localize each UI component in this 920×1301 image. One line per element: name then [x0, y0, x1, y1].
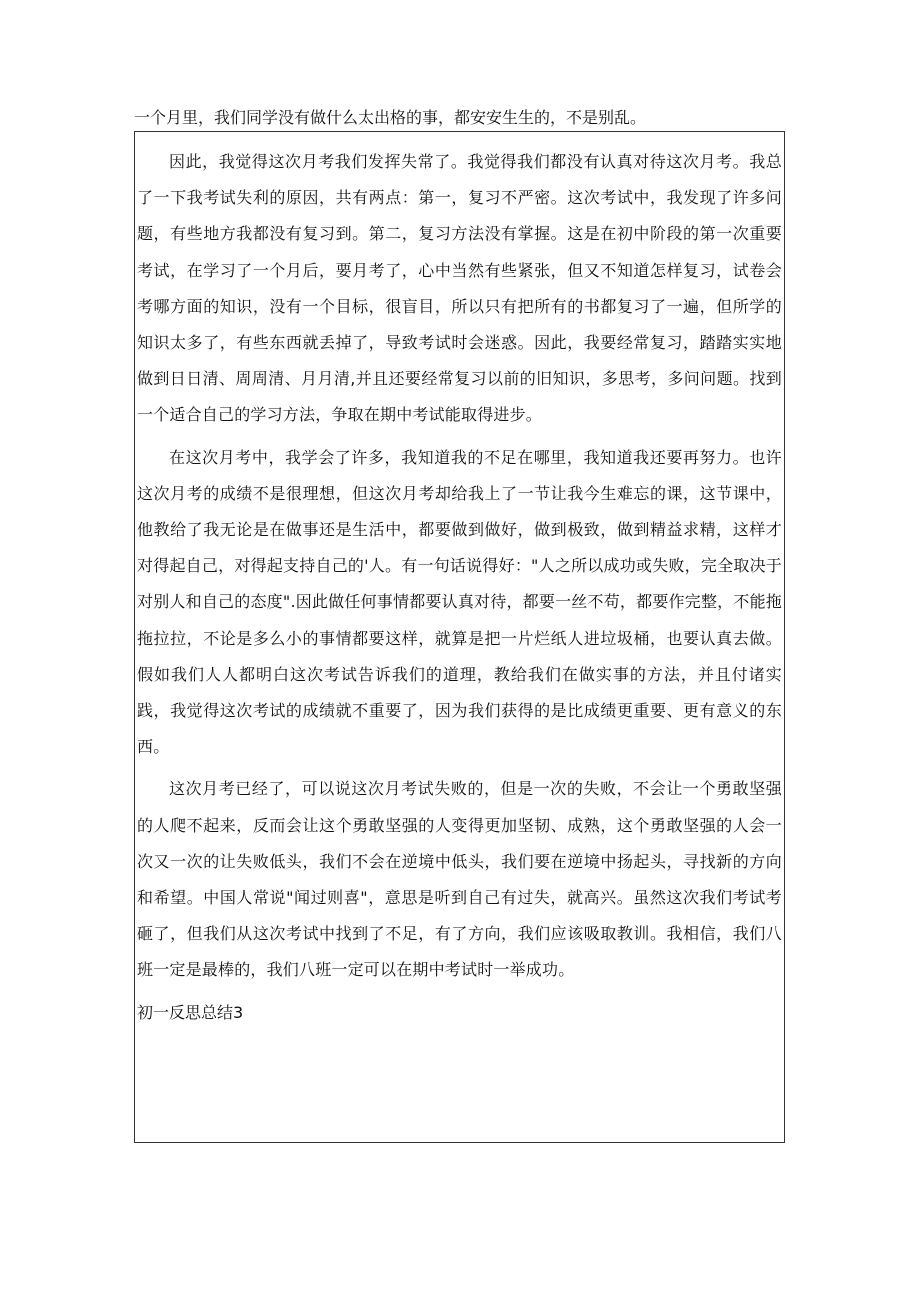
paragraph-looking-forward: 这次月考已经了，可以说这次月考试失败的，但是一次的失败，不会让一个勇敢坚强的人爬不起来，反而会让这个勇敢坚强的人变得更加坚韧、成熟，这个勇敢坚强的人会一次又一次的让失败低头，我们不会在逆境中低头，我们要在逆境中扬起头，寻找新的方向和希望。中国人常说"闻过则喜"，意思是听到自己有过失，就高兴。虽然这次我们考试考砸了，但我们从这次考试中找到了不足，有了方向，我们应该吸取教训。我相信，我们八班一定是最棒的，我们八班一定可以在期中考试时一举成功。: [137, 779, 782, 980]
paragraph-exam-failure-reasons: 因此，我觉得这次月考我们发挥失常了。我觉得我们都没有认真对待这次月考。我总了一下我考试失利的原因，共有两点：第一，复习不严密。这次考试中，我发现了许多问题，有些地方我都没有复习到。第二，复习方法没有掌握。这是在初中阶段的第一次重要考试，在学习了一个月后，要月考了，心中当然有些紧张，但又不知道怎样复习，试卷会考哪方面的知识，没有一个目标，很盲目，所以只有把所有的书都复习了一遍，但所学的知识太多了，有些东西就丢掉了，导致考试时会迷惑。因此，我要经常复习，踏踏实实地做到日日清、周周清、月月清,并且还要经常复习以前的旧知识，多思考，多问问题。找到一个适合自己的学习方法，争取在期中考试能取得进步。: [137, 152, 782, 425]
document-text-box: [134, 131, 785, 1143]
paragraph-lessons-learned: 在这次月考中，我学会了许多，我知道我的不足在哪里，我知道我还要再努力。也许这次月考的成绩不是很理想，但这次月考却给我上了一节让我今生难忘的课，这节课中，他教给了我无论是在做事还是生活中，都要做到做好，做到极致，做到精益求精，这样才对得起自己，对得起支持自己的'人。有一句话说得好："人之所以成功或失败，完全取决于对别人和自己的态度".因此做任何事情都要认真对待，都要一丝不苟，都要作完整，不能拖拖拉拉，不论是多么小的事情都要这样，就算是把一片烂纸人进垃圾桶，也要认真去做。假如我们人人都明白这次考试告诉我们的道理，教给我们在做实事的方法，并且付诸实践，我觉得这次考试的成绩就不重要了，因为我们获得的是比成绩更重要、更有意义的东西。: [137, 447, 782, 757]
section-heading: 初一反思总结3: [137, 1002, 244, 1022]
carryover-text-line: 一个月里，我们同学没有做什么太出格的事，都安安生生的，不是别乱。: [134, 108, 647, 127]
